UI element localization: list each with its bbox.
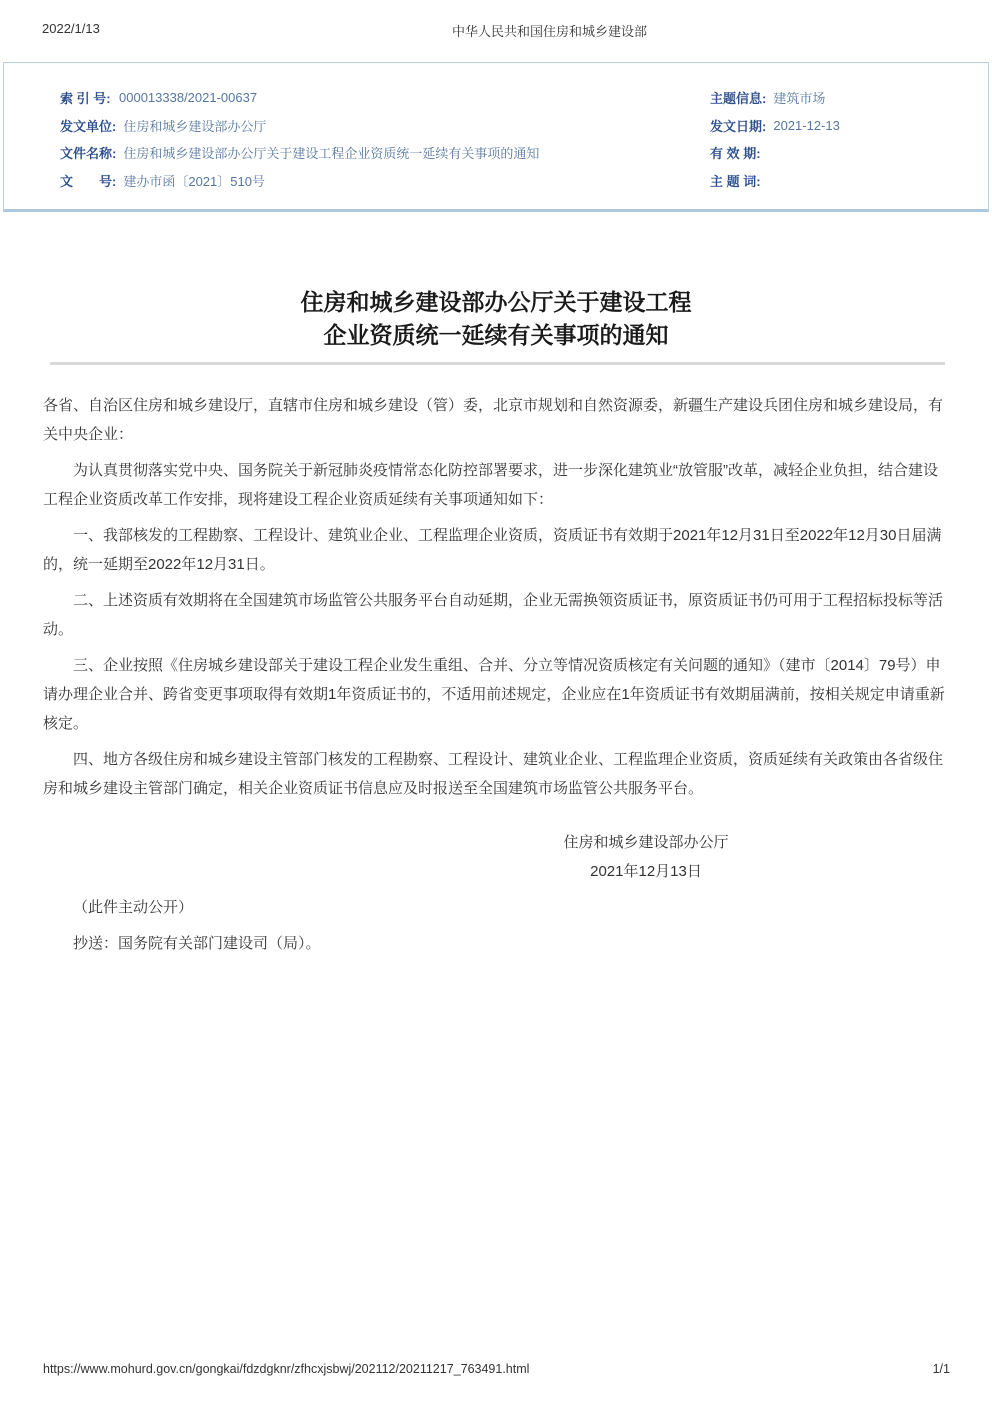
- paragraph-item-3: 三、企业按照《住房城乡建设部关于建设工程企业发生重组、合并、分立等情况资质核定有关问题的通知》（建市〔2014〕79号）申请办理企业合并、跨省变更事项取得有效期1年资质证书的，不适用前述规定，企业应在1年资质证书有效期届满前，按相关规定申请重新核定。: [43, 657, 945, 732]
- paragraph-item-4: 四、地方各级住房和城乡建设主管部门核发的工程勘察、工程设计、建筑业企业、工程监理企业资质，资质延续有关政策由各省级住房和城乡建设主管部门确定，相关企业资质证书信息应及时报送至全国建筑市场监管公共服务平台。: [43, 751, 944, 797]
- meta-label-issuing-unit: 发文单位:: [60, 118, 117, 134]
- page-number: 1/1: [932, 1362, 950, 1376]
- meta-row-document-number: [60, 167, 656, 195]
- title-divider: [50, 362, 945, 365]
- print-footer: [0, 1362, 992, 1382]
- document-title-line2: 企业资质统一延续有关事项的通知: [323, 322, 669, 348]
- document-title: [0, 286, 992, 352]
- meta-label-subject-words: 主 题 词:: [710, 173, 761, 189]
- meta-row-issue-date: [710, 112, 988, 140]
- signature-name: 住房和城乡建设部办公厅: [563, 834, 729, 851]
- meta-label-topic-info: 主题信息:: [710, 91, 767, 107]
- paragraph-intro: 为认真贯彻落实党中央、国务院关于新冠肺炎疫情常态化防控部署要求，进一步深化建筑业“放管服”改革，减轻企业负担，结合建设工程企业资质改革工作安排，现将建设工程企业资质延续有关事项通知如下：: [43, 462, 938, 508]
- salutation: 各省、自治区住房和城乡建设厅，直辖市住房和城乡建设（管）委，北京市规划和自然资源委，新疆生产建设兵团住房和城乡建设局，有关中央企业：: [43, 397, 944, 443]
- meta-row-file-name: [60, 139, 656, 167]
- meta-row-subject-words: [710, 167, 988, 195]
- meta-row-index-number: [60, 84, 656, 112]
- meta-value-issue-date: 2021-12-13: [773, 117, 840, 133]
- meta-label-index-number: 索 引 号:: [60, 91, 111, 107]
- print-header: [0, 0, 992, 39]
- document-body: [43, 391, 948, 958]
- meta-label-document-number: 文 号:: [60, 173, 117, 189]
- meta-row-issuing-unit: [60, 112, 656, 140]
- meta-row-validity-period: [710, 139, 988, 167]
- meta-value-file-name: 住房和城乡建设部办公厅关于建设工程企业资质统一延续有关事项的通知: [123, 146, 540, 162]
- paragraph-item-2: 二、上述资质有效期将在全国建筑市场监管公共服务平台自动延期，企业无需换领资质证书，原资质证书仍可用于工程招标投标等活动。: [43, 592, 944, 638]
- cc-note: 抄送：国务院有关部门建设司（局）。: [73, 935, 321, 952]
- meta-label-file-name: 文件名称:: [60, 146, 117, 162]
- footer-url: https://www.mohurd.gov.cn/gongkai/fdzdgknr/zfhcxjsbwj/202112/20211217_763491.html: [43, 1362, 530, 1376]
- meta-value-document-number: 建办市函〔2021〕510号: [123, 173, 265, 189]
- meta-value-index-number: 000013338/2021-00637: [119, 90, 258, 106]
- meta-label-validity-period: 有 效 期:: [710, 146, 761, 162]
- print-date: 2022/1/13: [42, 21, 100, 36]
- disclosure-note: （此件主动公开）: [73, 899, 194, 916]
- site-title: 中华人民共和国住房和城乡建设部: [452, 24, 648, 39]
- paragraph-item-1: 一、我部核发的工程勘察、工程设计、建筑业企业、工程监理企业资质，资质证书有效期于2021年12月31日至2022年12月30日届满的，统一延期至2022年12月31日。: [43, 527, 942, 573]
- meta-value-topic-info: 建筑市场: [773, 91, 826, 107]
- meta-row-topic-info: [710, 84, 988, 112]
- document-meta-box: [3, 62, 989, 212]
- meta-label-issue-date: 发文日期:: [710, 118, 767, 134]
- meta-column-right: [656, 84, 988, 209]
- meta-value-issuing-unit: 住房和城乡建设部办公厅: [123, 118, 267, 134]
- signature-block: [516, 828, 776, 886]
- signature-date: 2021年12月13日: [590, 863, 702, 880]
- meta-column-left: [4, 84, 656, 209]
- document-title-line1: 住房和城乡建设部办公厅关于建设工程: [300, 289, 692, 315]
